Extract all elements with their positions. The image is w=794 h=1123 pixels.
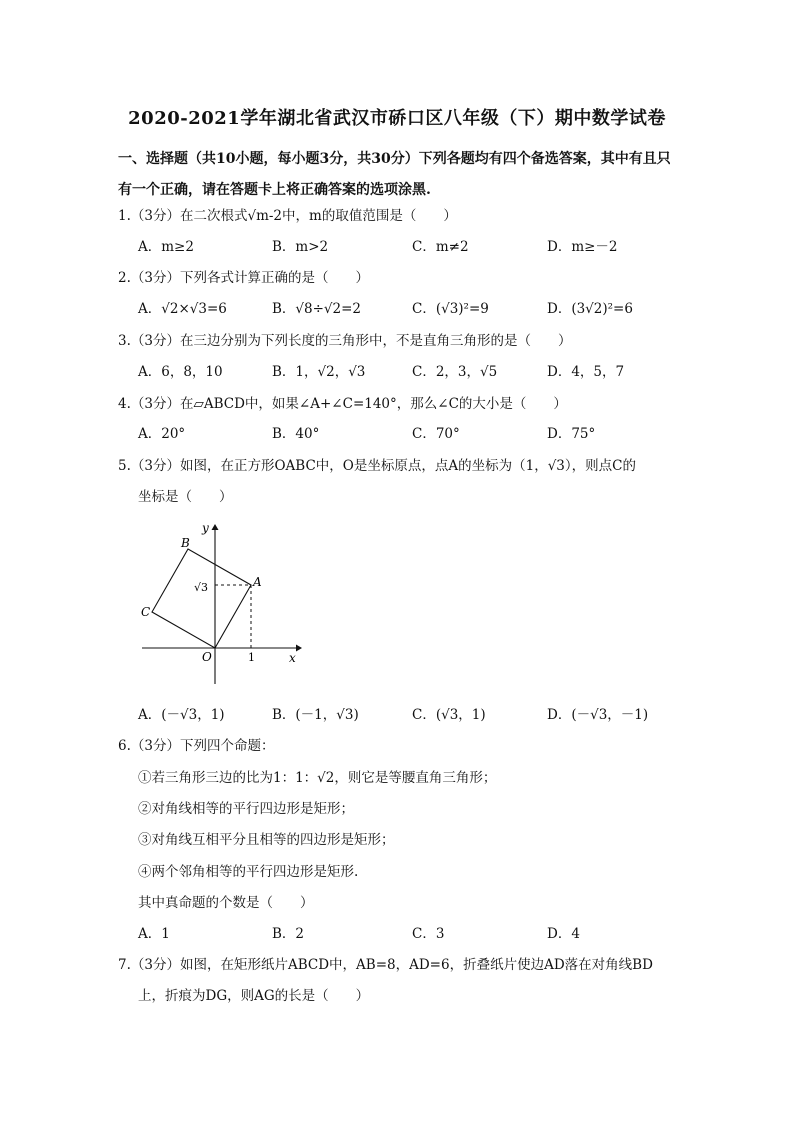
- q6-option-a: A．1: [138, 926, 170, 942]
- q4-option-d: D．75°: [547, 426, 596, 442]
- q6-prompt: 其中真命题的个数是（ ）: [138, 895, 314, 911]
- question-7-stem: 7.（3分）如图，在矩形纸片ABCD中，AB=8，AD=6，折叠纸片使边AD落在对角线BD: [118, 957, 653, 973]
- q2-option-d: D．(3√2)²=6: [547, 301, 633, 317]
- question-1-stem: 1.（3分）在二次根式√m-2中，m的取值范围是（ ）: [118, 208, 457, 224]
- q5-option-b: B．(－1，√3): [272, 707, 359, 723]
- q3-option-b: B．1，√2，√3: [272, 364, 366, 380]
- question-6-stem: 6.（3分）下列四个命题：: [118, 738, 275, 754]
- label-o: O: [202, 650, 212, 664]
- coordinate-square-figure: [138, 518, 308, 688]
- q6-proposition-2: ②对角线相等的平行四边形是矩形；: [138, 801, 354, 817]
- x-axis-arrow-icon: [296, 645, 302, 652]
- question-3-stem: 3.（3分）在三边分别为下列长度的三角形中，不是直角三角形的是（ ）: [118, 333, 572, 349]
- q6-proposition-1: ①若三角形三边的比为1：1：√2，则它是等腰直角三角形；: [138, 770, 497, 786]
- label-b: B: [181, 536, 190, 550]
- square-oabc: [152, 549, 251, 648]
- q3-option-d: D．4，5，7: [547, 364, 625, 380]
- q4-option-c: C．70°: [412, 426, 460, 442]
- question-4-stem: 4.（3分）在▱ABCD中，如果∠A+∠C=140°，那么∠C的大小是（ ）: [118, 396, 567, 412]
- q6-option-d: D．4: [547, 926, 580, 942]
- question-7-stem-continued: 上，折痕为DG，则AG的长是（ ）: [138, 988, 370, 1004]
- q2-option-a: A．√2×√3=6: [138, 301, 227, 317]
- label-c: C: [141, 605, 151, 619]
- label-x: x: [289, 651, 296, 665]
- page-title: 2020-2021学年湖北省武汉市硚口区八年级（下）期中数学试卷: [128, 108, 666, 129]
- q6-proposition-3: ③对角线互相平分且相等的四边形是矩形；: [138, 832, 395, 848]
- q3-option-c: C．2，3，√5: [412, 364, 498, 380]
- label-sqrt3: √3: [194, 581, 209, 594]
- label-one: 1: [248, 651, 255, 664]
- label-a: A: [253, 575, 262, 589]
- q1-option-c: C．m≠2: [412, 239, 469, 255]
- q6-option-c: C．3: [412, 926, 445, 942]
- q4-option-a: A．20°: [138, 426, 186, 442]
- section-heading: 一、选择题（共10小题，每小题3分，共30分）下列各题均有四个备选答案，其中有且只有一个正确，请在答题卡上将正确答案的选项涂黑.: [118, 151, 671, 198]
- q2-option-c: C．(√3)²=9: [412, 301, 489, 317]
- q1-option-a: A．m≥2: [138, 239, 194, 255]
- question-5-stem: 5.（3分）如图，在正方形OABC中，O是坐标原点，点A的坐标为（1，√3），则点C的: [118, 458, 636, 474]
- label-y: y: [202, 521, 209, 535]
- q6-option-b: B．2: [272, 926, 305, 942]
- q4-option-b: B．40°: [272, 426, 320, 442]
- y-axis-arrow-icon: [212, 524, 219, 530]
- q5-option-a: A．(－√3，1): [138, 707, 225, 723]
- q5-option-d: D．(－√3，－1): [547, 707, 649, 723]
- q3-option-a: A．6，8，10: [138, 364, 223, 380]
- q5-option-c: C．(√3，1): [412, 707, 486, 723]
- q6-proposition-4: ④两个邻角相等的平行四边形是矩形.: [138, 864, 359, 880]
- question-5-stem-continued: 坐标是（ ）: [138, 489, 233, 505]
- question-2-stem: 2.（3分）下列各式计算正确的是（ ）: [118, 270, 369, 286]
- q2-option-b: B．√8÷√2=2: [272, 301, 362, 317]
- q1-option-b: B．m>2: [272, 239, 329, 255]
- q1-option-d: D．m≥－2: [547, 239, 618, 255]
